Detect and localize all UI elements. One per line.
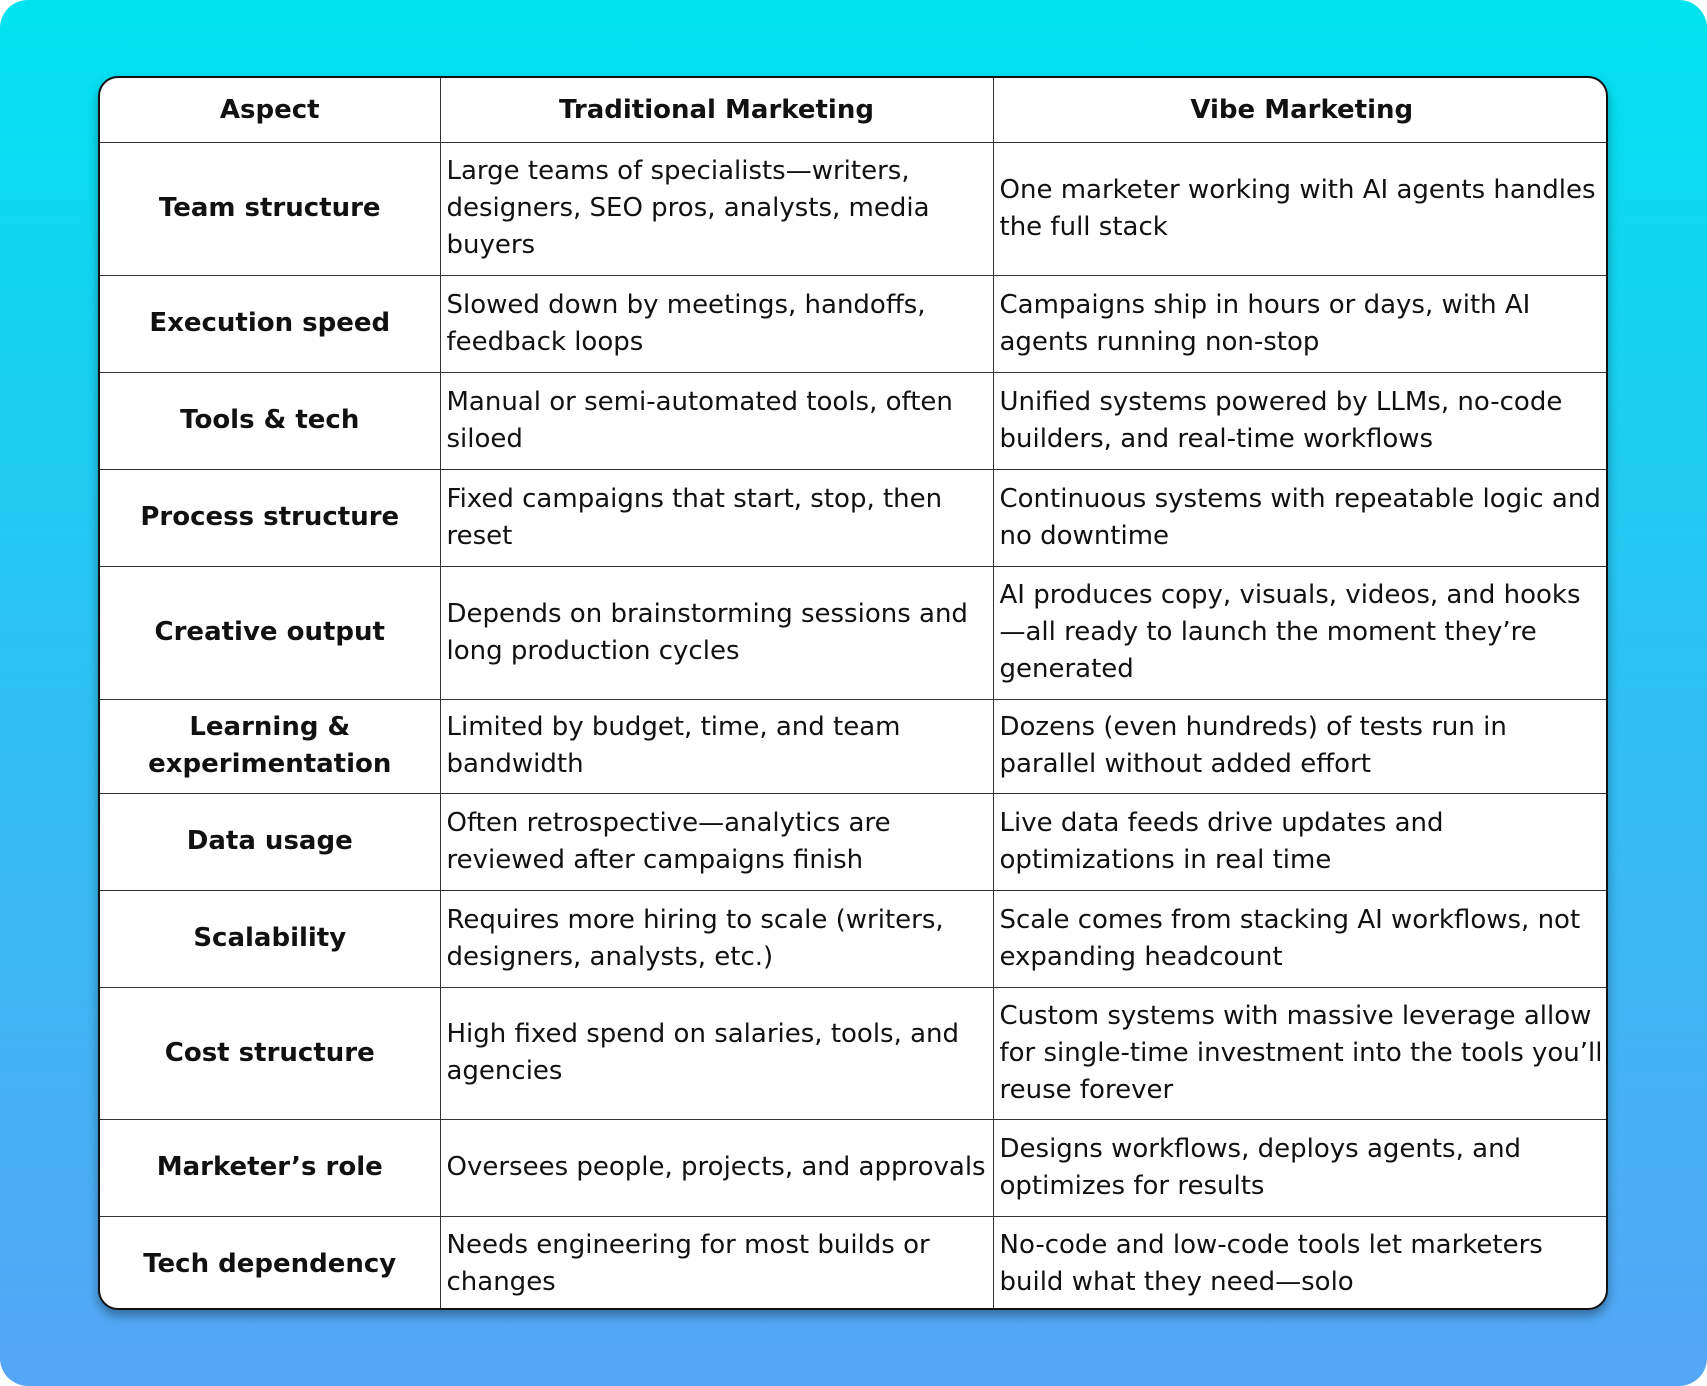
table-row	[100, 699, 1608, 793]
vibe-cell: One marketer working with AI agents handles the full stack	[993, 142, 1608, 275]
header-traditional-marketing: Traditional Marketing	[440, 78, 993, 142]
traditional-cell: Needs engineering for most builds or changes	[440, 1216, 993, 1310]
vibe-cell: Designs workflows, deploys agents, and optimizes for results	[993, 1119, 1608, 1216]
traditional-cell: Manual or semi-automated tools, often siloed	[440, 372, 993, 469]
aspect-cell: Tools & tech	[100, 372, 440, 469]
header-vibe-marketing: Vibe Marketing	[993, 78, 1608, 142]
vibe-cell: AI produces copy, visuals, videos, and hooks—all ready to launch the moment they’re generated	[993, 566, 1608, 699]
table-row	[100, 890, 1608, 987]
table-row	[100, 1119, 1608, 1216]
comparison-table	[100, 78, 1608, 1310]
aspect-cell: Learning & experimentation	[100, 699, 440, 793]
aspect-cell: Data usage	[100, 793, 440, 890]
vibe-cell: Dozens (even hundreds) of tests run in parallel without added effort	[993, 699, 1608, 793]
traditional-cell: Often retrospective—analytics are reviewed after campaigns finish	[440, 793, 993, 890]
traditional-cell: Requires more hiring to scale (writers, designers, analysts, etc.)	[440, 890, 993, 987]
table-row	[100, 793, 1608, 890]
aspect-cell: Tech dependency	[100, 1216, 440, 1310]
traditional-cell: Depends on brainstorming sessions and long production cycles	[440, 566, 993, 699]
comparison-table-card	[98, 76, 1608, 1310]
aspect-cell: Scalability	[100, 890, 440, 987]
header-aspect: Aspect	[100, 78, 440, 142]
traditional-cell: Large teams of specialists—writers, designers, SEO pros, analysts, media buyers	[440, 142, 993, 275]
traditional-cell: Fixed campaigns that start, stop, then reset	[440, 469, 993, 566]
vibe-cell: Custom systems with massive leverage allow for single-time investment into the tools you’ll reuse forever	[993, 987, 1608, 1119]
table-row	[100, 469, 1608, 566]
aspect-cell: Process structure	[100, 469, 440, 566]
vibe-cell: No-code and low-code tools let marketers build what they need—solo	[993, 1216, 1608, 1310]
traditional-cell: Limited by budget, time, and team bandwidth	[440, 699, 993, 793]
vibe-cell: Unified systems powered by LLMs, no-code builders, and real-time workflows	[993, 372, 1608, 469]
table-row	[100, 987, 1608, 1119]
table-row	[100, 1216, 1608, 1310]
aspect-cell: Team structure	[100, 142, 440, 275]
aspect-cell: Execution speed	[100, 275, 440, 372]
aspect-cell: Creative output	[100, 566, 440, 699]
aspect-cell: Marketer’s role	[100, 1119, 440, 1216]
vibe-cell: Continuous systems with repeatable logic and no downtime	[993, 469, 1608, 566]
traditional-cell: High fixed spend on salaries, tools, and agencies	[440, 987, 993, 1119]
vibe-cell: Live data feeds drive updates and optimizations in real time	[993, 793, 1608, 890]
table-row	[100, 566, 1608, 699]
traditional-cell: Slowed down by meetings, handoffs, feedback loops	[440, 275, 993, 372]
traditional-cell: Oversees people, projects, and approvals	[440, 1119, 993, 1216]
table-row	[100, 372, 1608, 469]
table-header-row	[100, 78, 1608, 142]
table-row	[100, 142, 1608, 275]
aspect-cell: Cost structure	[100, 987, 440, 1119]
vibe-cell: Campaigns ship in hours or days, with AI agents running non-stop	[993, 275, 1608, 372]
vibe-cell: Scale comes from stacking AI workflows, not expanding headcount	[993, 890, 1608, 987]
table-row	[100, 275, 1608, 372]
